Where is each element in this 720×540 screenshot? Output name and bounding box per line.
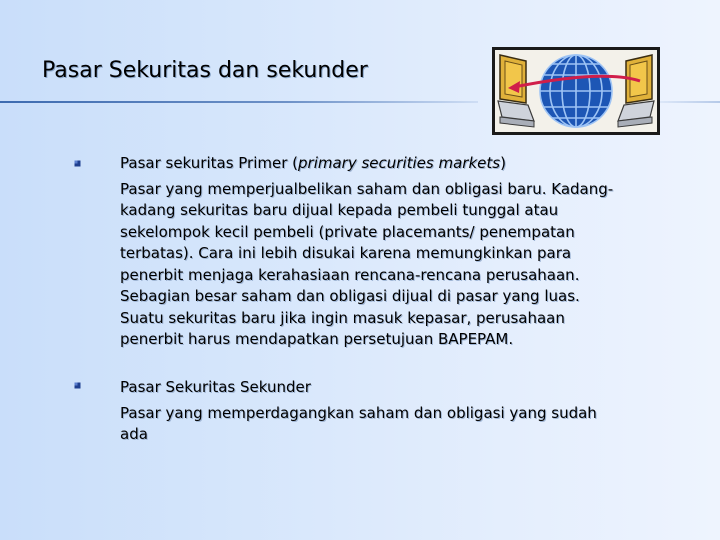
- item-heading-secondary: Pasar Sekuritas Sekunder: [120, 378, 311, 396]
- heading-prefix: Pasar sekuritas Primer (: [120, 154, 299, 172]
- heading-italic: primary securities markets: [298, 154, 501, 172]
- list-item-secondary-market: [120, 377, 620, 446]
- computers-network-globe-icon: [492, 47, 660, 135]
- heading-suffix: ): [500, 154, 506, 172]
- slide-title: Pasar Sekuritas dan sekunder: [42, 58, 368, 83]
- item-heading-primary: [120, 153, 620, 175]
- title-underline-right: [660, 101, 720, 103]
- list-item-primary-market: [120, 153, 620, 351]
- title-underline: [0, 101, 478, 103]
- square-bullet-icon: [74, 160, 81, 167]
- square-bullet-icon: [74, 382, 81, 389]
- item-body-secondary: Pasar yang memperdagangkan saham dan obligasi yang sudah ada: [120, 403, 597, 443]
- item-body-primary: Pasar yang memperjualbelikan saham dan obligasi baru. Kadang-kadang sekuritas baru dijual kepada pembeli tunggal atau sekelompok kecil pembeli (private placemants/ penempatan terbatas). Cara ini lebih disukai karena memungkinkan para penerbit menjaga kerahasiaan rencana-rencana perusahaan. Sebagian besar saham dan obligasi dijual di pasar yang luas. Suatu sekuritas baru jika ingin masuk kepasar, perusahaan penerbit harus mendapatkan persetujuan BAPEPAM.: [120, 179, 614, 348]
